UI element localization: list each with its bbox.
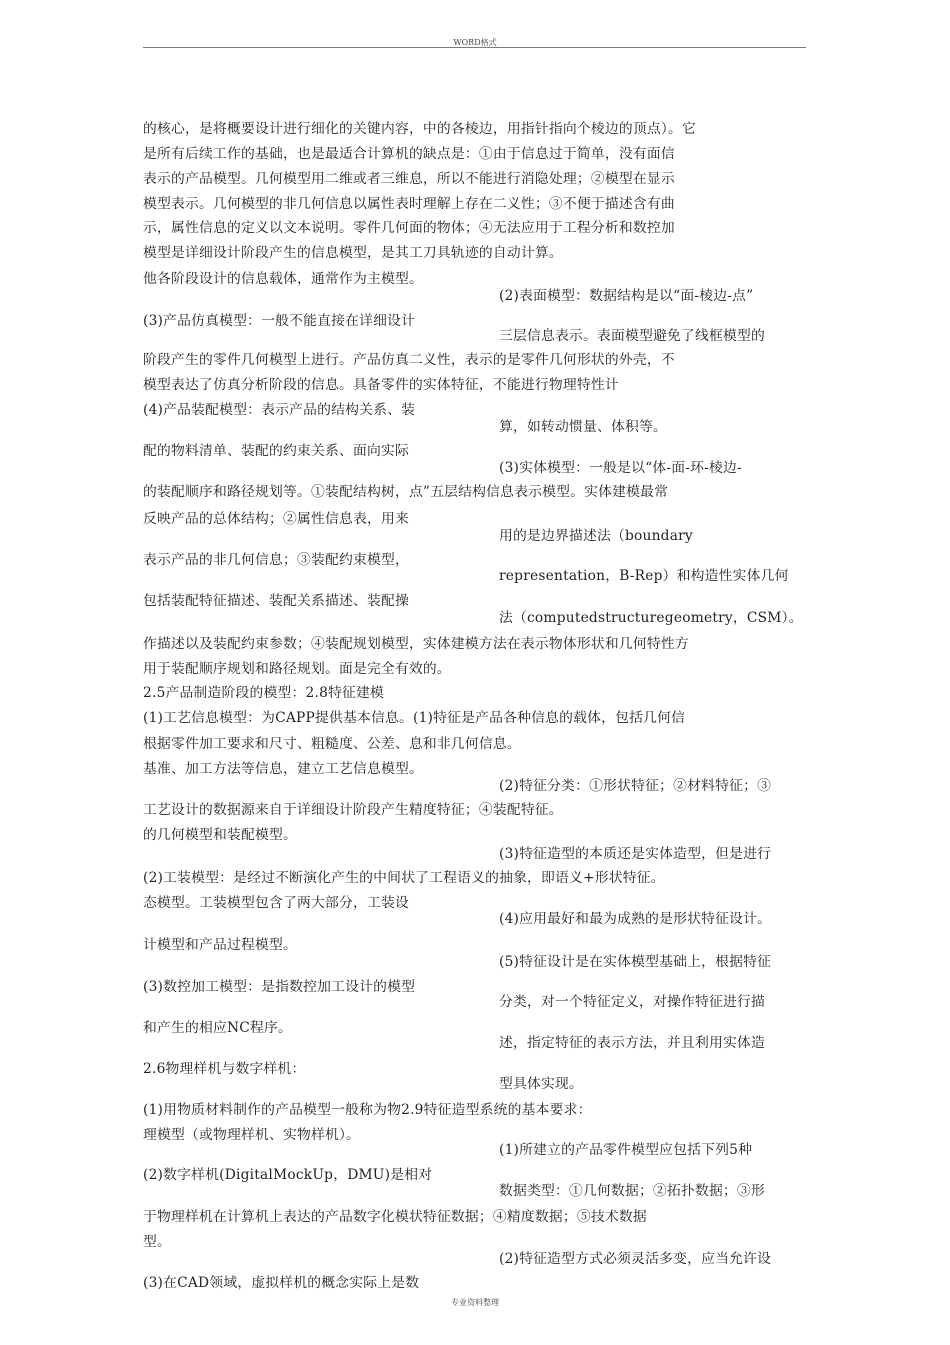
text-line: 述，指定特征的表示方法，并且利用实体造 [499, 1035, 765, 1051]
text-line: (3)数控加工模型：是指数控加工设计的模型 [143, 979, 416, 995]
text-line: (5)特征设计是在实体模型基础上，根据特征 [499, 954, 772, 970]
text-line: 分类，对一个特征定义，对操作特征进行描 [499, 994, 765, 1010]
text-line: (4)应用最好和最为成熟的是形状特征设计。 [499, 911, 772, 927]
text-line: 用于装配顺序规划和路径规划。面是完全有效的。 [143, 661, 451, 677]
text-line: representation，B-Rep）和构造性实体几何 [499, 568, 789, 584]
text-line: 2.5产品制造阶段的模型：2.8特征建模 [143, 685, 385, 701]
text-line: 模型表示。几何模型的非几何信息以属性表时理解上存在二义性；③不便于描述含有曲 [143, 196, 675, 212]
text-line: (2)特征造型方式必须灵活多变，应当允许设 [499, 1251, 772, 1267]
text-line: 用的是边界描述法（boundary [499, 528, 693, 544]
text-line: (3)实体模型：一般是以“体-面-环-棱边- [499, 460, 742, 476]
text-line: 他各阶段设计的信息载体，通常作为主模型。 [143, 271, 423, 287]
text-line: 型。 [143, 1234, 171, 1250]
text-line: 三层信息表示。表面模型避免了线框模型的 [499, 328, 765, 344]
text-line: 于物理样机在计算机上表达的产品数字化模状特征数据；④精度数据；⑤技术数据 [143, 1209, 647, 1225]
text-line: 阶段产生的零件几何模型上进行。产品仿真二义性，表示的是零件几何形状的外壳，不 [143, 352, 675, 368]
text-line: (3)产品仿真模型：一般不能直接在详细设计 [143, 313, 416, 329]
page-footer: 专业资料整理 [451, 1298, 499, 1307]
text-line: (1)用物质材料制作的产品模型一般称为物2.9特征造型系统的基本要求： [143, 1102, 592, 1118]
text-line: 模型表达了仿真分析阶段的信息。具备零件的实体特征，不能进行物理特性计 [143, 377, 619, 393]
text-line: (3)在CAD领域，虚拟样机的概念实际上是数 [143, 1275, 420, 1291]
text-line: (4)产品装配模型：表示产品的结构关系、装 [143, 402, 416, 418]
text-line: 基准、加工方法等信息，建立工艺信息模型。 [143, 761, 423, 777]
text-line: 是所有后续工作的基础，也是最适合计算机的缺点是：①由于信息过于简单，没有面信 [143, 146, 675, 162]
text-line: (2)特征分类：①形状特征；②材料特征；③ [499, 778, 772, 794]
text-line: (3)特征造型的本质还是实体造型，但是进行 [499, 846, 772, 862]
text-line: (2)工装模型：是经过不断演化产生的中间状了工程语义的抽象，即语义+形状特征。 [143, 870, 665, 886]
text-line: 表示产品的非几何信息；③装配约束模型， [143, 552, 409, 568]
text-line: 包括装配特征描述、装配关系描述、装配操 [143, 593, 409, 609]
text-line: 数据类型：①几何数据；②拓扑数据；③形 [499, 1183, 765, 1199]
text-line: 示，属性信息的定义以文本说明。零件几何面的物体；④无法应用于工程分析和数控加 [143, 220, 675, 236]
text-line: (2)表面模型：数据结构是以“面-棱边-点” [499, 288, 754, 304]
text-line: 型具体实现。 [499, 1076, 583, 1092]
text-line: 模型是详细设计阶段产生的信息模型，是其工刀具轨迹的自动计算。 [143, 245, 563, 261]
text-line: 和产生的相应NC程序。 [143, 1020, 293, 1036]
text-line: 的核心，是将概要设计进行细化的关键内容，中的各棱边，用指针指向个棱边的顶点）。它 [143, 121, 696, 137]
text-line: 配的物料清单、装配的约束关系、面向实际 [143, 443, 409, 459]
text-line: 反映产品的总体结构；②属性信息表，用来 [143, 511, 409, 527]
text-line: 态模型。工装模型包含了两大部分，工装设 [143, 895, 409, 911]
text-line: 算，如转动惯量、体积等。 [499, 419, 667, 435]
text-line: 法（computedstructuregeometry，CSM）。 [499, 610, 803, 626]
text-line: (1)所建立的产品零件模型应包括下列5种 [499, 1142, 753, 1158]
text-line: 2.6物理样机与数字样机： [143, 1061, 306, 1077]
text-line: (1)工艺信息模型：为CAPP提供基本信息。(1)特征是产品各种信息的载体，包括几何信 [143, 710, 686, 726]
text-line: (2)数字样机(DigitalMockUp，DMU)是相对 [143, 1167, 433, 1183]
text-line: 计模型和产品过程模型。 [143, 937, 297, 953]
header-rule [143, 47, 806, 48]
text-line: 根据零件加工要求和尺寸、粗糙度、公差、息和非几何信息。 [143, 736, 521, 752]
text-line: 的装配顺序和路径规划等。①装配结构树，点”五层结构信息表示模型。实体建模最常 [143, 484, 669, 500]
text-line: 的几何模型和装配模型。 [143, 827, 297, 843]
text-line: 工艺设计的数据源来自于详细设计阶段产生精度特征；④装配特征。 [143, 802, 563, 818]
text-line: 作描述以及装配约束参数；④装配规划模型，实体建模方法在表示物体形状和几何特性方 [143, 636, 689, 652]
page-header: WORD格式 [453, 38, 497, 47]
text-line: 理模型（或物理样机、实物样机）。 [143, 1127, 361, 1143]
text-line: 表示的产品模型。几何模型用二维或者三维息，所以不能进行消隐处理；②模型在显示 [143, 171, 675, 187]
